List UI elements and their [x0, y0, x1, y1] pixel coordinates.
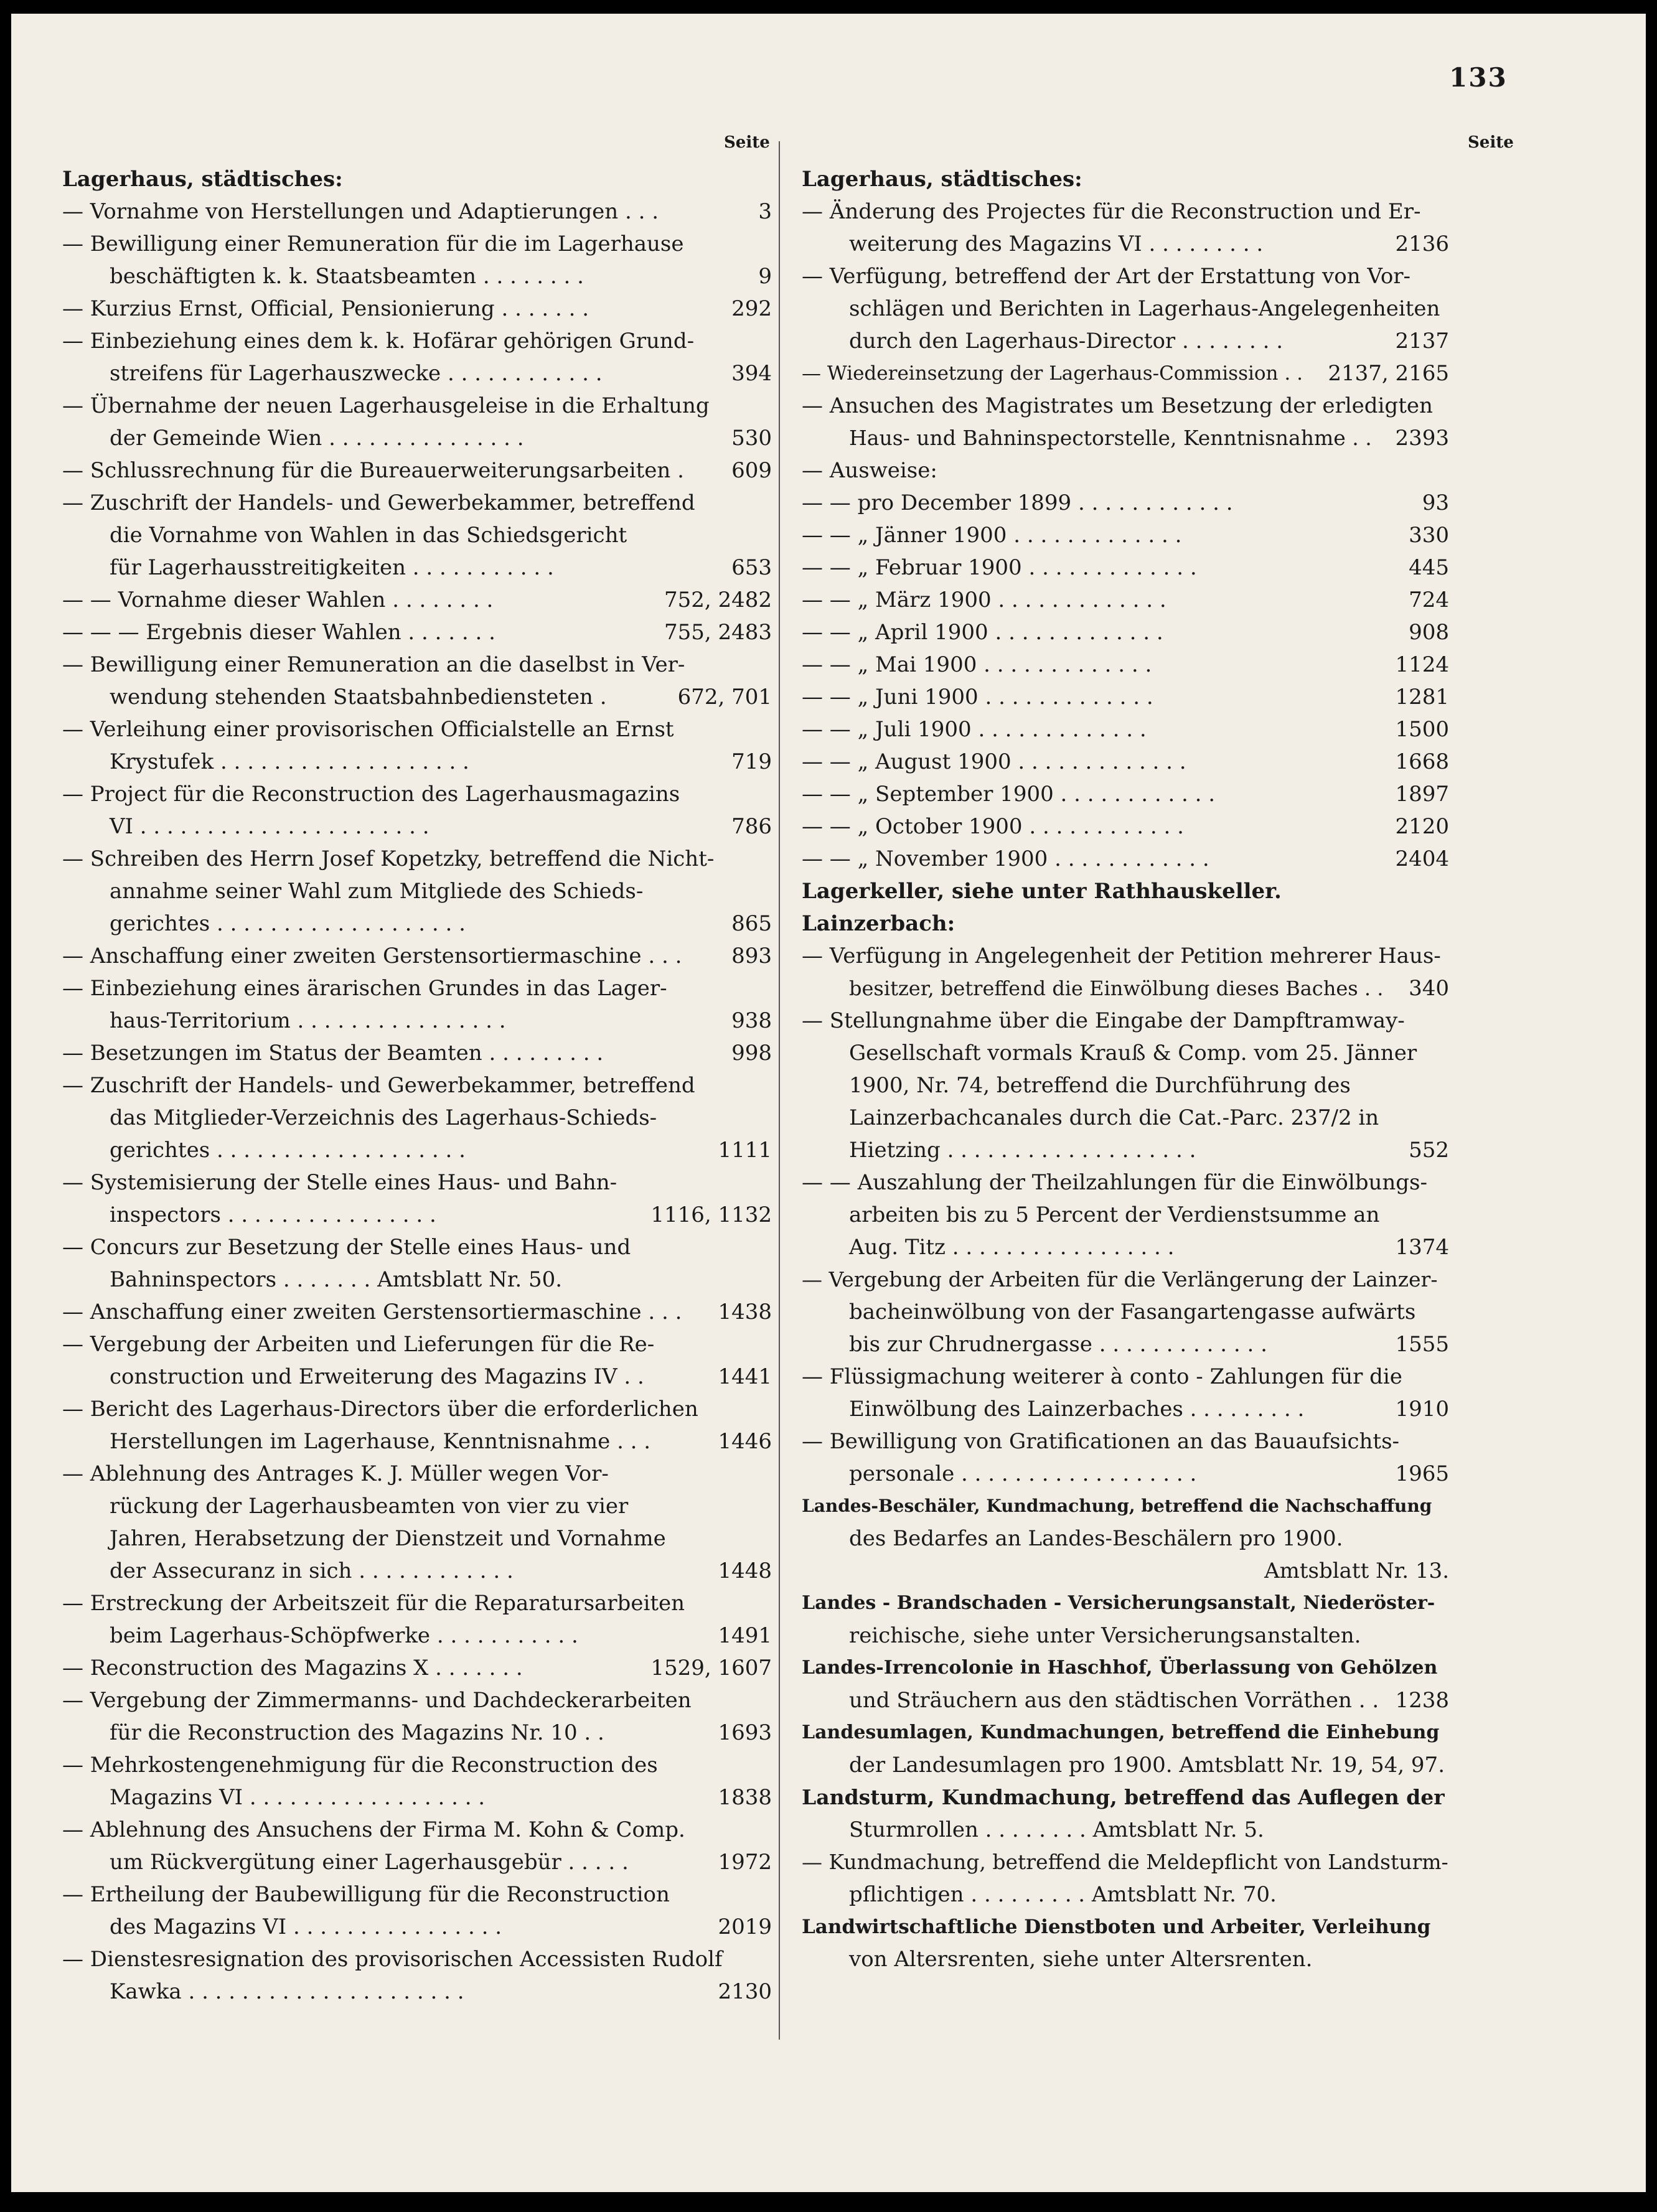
index-entry [802, 551, 1449, 584]
index-entry [62, 1393, 772, 1425]
index-entry [62, 1361, 772, 1393]
entry-text: schlägen und Berichten in Lagerhaus-Angelegenheiten [849, 296, 1440, 321]
page-reference: 938 [725, 1005, 772, 1037]
entry-text: besitzer, betreffend die Einwölbung dieses Baches . . [849, 977, 1384, 1000]
entry-text: Landes - Brandschaden - Versicherungsanstalt, Niederöster- [802, 1592, 1435, 1614]
index-entry [802, 1878, 1449, 1911]
index-entry [62, 746, 772, 778]
index-entry [802, 1652, 1449, 1684]
index-entry [802, 325, 1449, 357]
page-reference: 653 [725, 551, 772, 584]
entry-text: Kawka . . . . . . . . . . . . . . . . . . . . . [110, 1979, 464, 2004]
page-reference: 1838 [711, 1781, 772, 1814]
index-entry [62, 293, 772, 325]
entry-text: — Ausweise: [802, 458, 937, 483]
index-entry [802, 746, 1449, 778]
entry-text: VI . . . . . . . . . . . . . . . . . . . . . . [110, 814, 430, 839]
page-reference: 1124 [1389, 649, 1449, 681]
index-entry [802, 681, 1449, 713]
page-reference: 330 [1402, 519, 1449, 551]
index-entry [802, 1199, 1449, 1231]
page-reference: 1438 [711, 1296, 772, 1328]
index-entry [62, 1652, 772, 1684]
index-entry [802, 1037, 1449, 1069]
page-reference: 1238 [1389, 1684, 1449, 1717]
entry-text: Lainzerbach: [802, 911, 955, 936]
index-entry [62, 454, 772, 487]
index-entry [802, 1393, 1449, 1425]
index-entry [802, 1911, 1449, 1943]
index-entry [62, 713, 772, 746]
left-column [62, 163, 772, 2008]
index-entry [62, 1814, 772, 1846]
entry-text: des Bedarfes an Landes-Beschälern pro 1900. [849, 1526, 1343, 1551]
index-entry [802, 778, 1449, 810]
index-entry [62, 1069, 772, 1102]
index-entry [62, 907, 772, 940]
page-reference: 292 [725, 293, 772, 325]
index-entry [802, 584, 1449, 616]
index-entry [62, 940, 772, 972]
index-entry [62, 1587, 772, 1619]
entry-text: — Verleihung einer provisorischen Officialstelle an Ernst [62, 717, 674, 742]
index-entry [802, 810, 1449, 843]
entry-text: — Flüssigmachung weiterer à conto - Zahlungen für die [802, 1364, 1402, 1389]
entry-text: — Änderung des Projectes für die Reconstruction und Er- [802, 199, 1421, 224]
entry-text: Landes-Irrencolonie in Haschhof, Überlassung von Gehölzen [802, 1657, 1438, 1679]
entry-text: — Wiedereinsetzung der Lagerhaus-Commission . . [802, 362, 1303, 385]
entry-text: — Mehrkostengenehmigung für die Reconstruction des [62, 1753, 658, 1778]
entry-text: — Ablehnung des Ansuchens der Firma M. Kohn & Comp. [62, 1817, 685, 1842]
index-entry [802, 1846, 1449, 1878]
entry-text: — — „ August 1900 . . . . . . . . . . . . . [802, 749, 1186, 774]
entry-text: 1900, Nr. 74, betreffend die Durchführung des [849, 1073, 1351, 1098]
index-entry [802, 519, 1449, 551]
page-reference: 1500 [1389, 713, 1449, 746]
right-column-header: Seite [1468, 133, 1514, 152]
entry-text: Landes-Beschäler, Kundmachung, betreffend die Nachschaffung [802, 1496, 1432, 1516]
index-entry [802, 1522, 1449, 1555]
entry-text: Bahninspectors . . . . . . . Amtsblatt Nr. 50. [110, 1267, 563, 1292]
page-reference: 998 [725, 1037, 772, 1069]
index-entry [62, 616, 772, 649]
entry-text: Herstellungen im Lagerhause, Kenntnisnahme . . . [110, 1429, 651, 1454]
right-column [802, 163, 1449, 1975]
index-entry [802, 228, 1449, 260]
index-entry [802, 1361, 1449, 1393]
index-entry [802, 260, 1449, 293]
index-entry [62, 1911, 772, 1943]
entry-text: — Einbeziehung eines dem k. k. Hofärar gehörigen Grund- [62, 329, 695, 354]
entry-text: — — „ November 1900 . . . . . . . . . . . . [802, 846, 1209, 871]
index-entry [802, 1134, 1449, 1166]
index-entry [802, 649, 1449, 681]
entry-text: der Gemeinde Wien . . . . . . . . . . . . . . . [110, 426, 524, 451]
entry-text: — — „ October 1900 . . . . . . . . . . . . [802, 814, 1184, 839]
page-reference: 3 [752, 195, 772, 228]
page-reference: 9 [752, 260, 772, 293]
entry-text: arbeiten bis zu 5 Percent der Verdienstsumme an [849, 1202, 1380, 1227]
index-entry [62, 584, 772, 616]
entry-text: — Zuschrift der Handels- und Gewerbekammer, betreffend [62, 1073, 695, 1098]
entry-text: — Anschaffung einer zweiten Gerstensortiermaschine . . . [62, 1300, 682, 1324]
entry-text: Krystufek . . . . . . . . . . . . . . . . . . . [110, 749, 469, 774]
index-entry [62, 972, 772, 1005]
page-reference: 1897 [1389, 778, 1449, 810]
entry-text: — — Vornahme dieser Wahlen . . . . . . . . [62, 588, 494, 612]
index-entry [62, 195, 772, 228]
index-entry [62, 1975, 772, 2008]
index-entry [802, 713, 1449, 746]
entry-text: Jahren, Herabsetzung der Dienstzeit und Vornahme [110, 1526, 666, 1551]
index-entry [802, 293, 1449, 325]
index-entry [802, 1296, 1449, 1328]
page-reference: 724 [1402, 584, 1449, 616]
page-reference: 1972 [711, 1846, 772, 1878]
index-entry [802, 1069, 1449, 1102]
page-reference: 893 [725, 940, 772, 972]
index-entry [802, 940, 1449, 972]
page-reference: 1441 [711, 1361, 772, 1393]
index-entry [62, 1134, 772, 1166]
entry-text: — Systemisierung der Stelle eines Haus- und Bahn- [62, 1170, 617, 1195]
index-entry [802, 1328, 1449, 1361]
entry-text: — Dienstesresignation des provisorischen Accessisten Rudolf [62, 1947, 723, 1972]
entry-text: gerichtes . . . . . . . . . . . . . . . . . . . [110, 1138, 466, 1163]
entry-text: beschäftigten k. k. Staatsbeamten . . . . . . . . [110, 264, 584, 289]
index-entry [62, 875, 772, 907]
entry-text: Lagerhaus, städtisches: [802, 167, 1082, 192]
index-entry [62, 649, 772, 681]
entry-text: — Erstreckung der Arbeitszeit für die Reparatursarbeiten [62, 1591, 685, 1616]
index-entry [802, 1781, 1449, 1814]
entry-text: — Schlussrechnung für die Bureauerweiterungsarbeiten . [62, 458, 684, 483]
index-entry [62, 551, 772, 584]
page-reference: 1555 [1389, 1328, 1449, 1361]
entry-text: — Kundmachung, betreffend die Meldepflicht von Landsturm- [802, 1850, 1448, 1874]
index-entry [62, 1425, 772, 1458]
index-entry [802, 1263, 1449, 1296]
index-entry [802, 1425, 1449, 1458]
index-entry [62, 1555, 772, 1587]
index-entry [802, 1717, 1449, 1749]
index-entry [802, 422, 1449, 454]
index-entry [62, 487, 772, 519]
entry-text: wendung stehenden Staatsbahnbediensteten . [110, 685, 607, 710]
entry-text: — Kurzius Ernst, Official, Pensionierung . . . . . . . [62, 296, 589, 321]
index-entry [62, 1619, 772, 1652]
index-entry [62, 1005, 772, 1037]
entry-text: construction und Erweiterung des Magazins IV . . [110, 1364, 644, 1389]
index-entry [802, 972, 1449, 1005]
heading-text: Lagerhaus, städtisches: [62, 167, 343, 192]
index-entry [62, 1878, 772, 1911]
entry-text: — Schreiben des Herrn Josef Kopetzky, betreffend die Nicht- [62, 846, 715, 871]
page-reference: 2137, 2165 [1321, 357, 1449, 390]
entry-text: beim Lagerhaus-Schöpfwerke . . . . . . . . . . . [110, 1623, 578, 1648]
entry-text: — — „ März 1900 . . . . . . . . . . . . . [802, 588, 1166, 612]
entry-text: — — — Ergebnis dieser Wahlen . . . . . . . [62, 620, 495, 645]
entry-text: Sturmrollen . . . . . . . . Amtsblatt Nr. 5. [849, 1817, 1264, 1842]
left-heading [62, 163, 772, 195]
entry-text: bis zur Chrudnergasse . . . . . . . . . . . . . [849, 1332, 1267, 1357]
index-entry [62, 1749, 772, 1781]
page-reference: 2019 [711, 1911, 772, 1943]
entry-text: Aug. Titz . . . . . . . . . . . . . . . . . [849, 1235, 1175, 1260]
page-reference: 2120 [1389, 810, 1449, 843]
index-entry [62, 1943, 772, 1975]
index-entry [802, 1102, 1449, 1134]
page-reference: 1910 [1389, 1393, 1449, 1425]
index-entry [62, 681, 772, 713]
page-reference: 865 [725, 907, 772, 940]
entry-text: Landwirtschaftliche Dienstboten und Arbeiter, Verleihung [802, 1916, 1431, 1938]
index-entry [802, 1943, 1449, 1975]
entry-text: — — „ Februar 1900 . . . . . . . . . . . . . [802, 555, 1197, 580]
entry-text: — Vornahme von Herstellungen und Adaptierungen . . . [62, 199, 659, 224]
page-reference: 1448 [711, 1555, 772, 1587]
index-entry [802, 1005, 1449, 1037]
entry-text: — — „ April 1900 . . . . . . . . . . . . . [802, 620, 1163, 645]
entry-text: — — „ Juli 1900 . . . . . . . . . . . . . [802, 717, 1147, 742]
entry-text: — — „ Jänner 1900 . . . . . . . . . . . . . [802, 523, 1182, 548]
index-entry [62, 1037, 772, 1069]
index-entry [802, 487, 1449, 519]
index-entry [802, 163, 1449, 195]
entry-text: Lainzerbachcanales durch die Cat.-Parc. 237/2 in [849, 1105, 1379, 1130]
entry-text: personale . . . . . . . . . . . . . . . . . . [849, 1461, 1197, 1486]
page-reference: 1111 [711, 1134, 772, 1166]
page-reference: 394 [725, 357, 772, 390]
index-entry [802, 1166, 1449, 1199]
entry-text: — Ertheilung der Baubewilligung für die Reconstruction [62, 1882, 670, 1907]
index-entry [62, 843, 772, 875]
page-reference: 1281 [1389, 681, 1449, 713]
index-entry [62, 1717, 772, 1749]
index-entry [62, 1522, 772, 1555]
entry-text: weiterung des Magazins VI . . . . . . . . . [849, 232, 1264, 256]
page-reference: 609 [725, 454, 772, 487]
index-entry [802, 907, 1449, 940]
entry-text: Einwölbung des Lainzerbaches . . . . . . . . . [849, 1397, 1305, 1422]
entry-text: Amtsblatt Nr. 13. [1264, 1558, 1449, 1583]
page-reference: 530 [725, 422, 772, 454]
page-reference: 1491 [711, 1619, 772, 1652]
index-entry [62, 390, 772, 422]
entry-text: für die Reconstruction des Magazins Nr. 10 . . [110, 1720, 604, 1745]
entry-text: und Sträuchern aus den städtischen Vorräthen . . [849, 1688, 1379, 1713]
index-entry [802, 1587, 1449, 1619]
entry-text: inspectors . . . . . . . . . . . . . . . . [110, 1202, 436, 1227]
column-divider [779, 141, 780, 2040]
entry-text: Haus- und Bahninspectorstelle, Kenntnisnahme . . [849, 426, 1372, 450]
entry-text: — Reconstruction des Magazins X . . . . . . . [62, 1656, 523, 1680]
entry-text: gerichtes . . . . . . . . . . . . . . . . . . . [110, 911, 466, 936]
index-entry [62, 1296, 772, 1328]
index-entry [802, 454, 1449, 487]
entry-text: rückung der Lagerhausbeamten von vier zu vier [110, 1494, 629, 1519]
index-entry [62, 1781, 772, 1814]
index-entry [62, 778, 772, 810]
entry-text: — — Auszahlung der Theilzahlungen für die Einwölbungs- [802, 1170, 1427, 1195]
index-entry [802, 195, 1449, 228]
page-reference: 445 [1402, 551, 1449, 584]
index-entry [802, 1619, 1449, 1652]
index-entry [62, 810, 772, 843]
page-reference: 1446 [711, 1425, 772, 1458]
index-entry [62, 1199, 772, 1231]
index-entry [62, 519, 772, 551]
index-entry [62, 260, 772, 293]
entry-text: haus-Territorium . . . . . . . . . . . . . . . . [110, 1008, 506, 1033]
index-entry [802, 357, 1449, 390]
entry-text: — Bewilligung einer Remuneration für die im Lagerhause [62, 232, 684, 256]
entry-text: — Bewilligung einer Remuneration an die daselbst in Ver- [62, 652, 685, 677]
index-entry [62, 228, 772, 260]
index-entry [62, 1328, 772, 1361]
index-entry [62, 1490, 772, 1522]
page [11, 14, 1646, 2192]
index-entry [802, 843, 1449, 875]
entry-text: — — „ Juni 1900 . . . . . . . . . . . . . [802, 685, 1153, 710]
page-reference: 719 [725, 746, 772, 778]
index-entry [802, 1490, 1449, 1522]
entry-text: — Ansuchen des Magistrates um Besetzung der erledigten [802, 393, 1433, 418]
page-reference: 1668 [1389, 746, 1449, 778]
entry-text: Landesumlagen, Kundmachungen, betreffend die Einhebung [802, 1722, 1440, 1743]
index-entry [802, 1749, 1449, 1781]
page-reference: 672, 701 [672, 681, 772, 713]
entry-text: — Bericht des Lagerhaus-Directors über die erforderlichen [62, 1397, 698, 1422]
left-column-header: Seite [724, 133, 770, 152]
index-entry [62, 422, 772, 454]
entry-text: — — „ Mai 1900 . . . . . . . . . . . . . [802, 652, 1152, 677]
index-entry [62, 1166, 772, 1199]
page-reference: 1965 [1389, 1458, 1449, 1490]
entry-text: Lagerkeller, siehe unter Rathhauskeller. [802, 879, 1282, 904]
index-entry [802, 616, 1449, 649]
index-entry [802, 1458, 1449, 1490]
entry-text: das Mitglieder-Verzeichnis des Lagerhaus-Schieds- [110, 1105, 657, 1130]
index-entry [802, 875, 1449, 907]
entry-text: von Altersrenten, siehe unter Altersrenten. [849, 1947, 1313, 1972]
entry-text: durch den Lagerhaus-Director . . . . . . . . [849, 329, 1284, 354]
entry-text: bacheinwölbung von der Fasangartengasse aufwärts [849, 1300, 1416, 1324]
index-entry [62, 357, 772, 390]
entry-text: — Verfügung, betreffend der Art der Erstattung von Vor- [802, 264, 1411, 289]
page-reference: 1374 [1389, 1231, 1449, 1263]
entry-text: — Stellungnahme über die Eingabe der Dampftramway- [802, 1008, 1405, 1033]
entry-text: — Vergebung der Zimmermanns- und Dachdeckerarbeiten [62, 1688, 692, 1713]
index-entry [802, 390, 1449, 422]
page-reference: 908 [1402, 616, 1449, 649]
entry-text: — Project für die Reconstruction des Lagerhausmagazins [62, 782, 680, 807]
page-reference: 2404 [1389, 843, 1449, 875]
entry-text: — Concurs zur Besetzung der Stelle eines Haus- und [62, 1235, 631, 1260]
page-reference: 2136 [1389, 228, 1449, 260]
entry-text: Hietzing . . . . . . . . . . . . . . . . . . . [849, 1138, 1196, 1163]
page-reference: 1529, 1607 [644, 1652, 772, 1684]
entry-text: streifens für Lagerhauszwecke . . . . . . . . . . . . [110, 361, 603, 386]
index-entry [62, 1231, 772, 1263]
index-entry [802, 1555, 1449, 1587]
page-number: 133 [1449, 62, 1508, 93]
entry-text: — Bewilligung von Gratificationen an das Bauaufsichts- [802, 1429, 1400, 1454]
index-entry [802, 1684, 1449, 1717]
page-reference: 552 [1402, 1134, 1449, 1166]
index-entry [802, 1814, 1449, 1846]
entry-text: um Rückvergütung einer Lagerhausgebür . . . . . [110, 1850, 629, 1875]
entry-text: des Magazins VI . . . . . . . . . . . . . . . . [110, 1914, 502, 1939]
index-entry [62, 325, 772, 357]
entry-text: — Einbeziehung eines ärarischen Grundes in das Lager- [62, 976, 667, 1001]
entry-text: — Übernahme der neuen Lagerhausgeleise in die Erhaltung [62, 393, 710, 418]
entry-text: für Lagerhausstreitigkeiten . . . . . . . . . . . [110, 555, 554, 580]
page-reference: 2393 [1389, 422, 1449, 454]
entry-text: Gesellschaft vormals Krauß & Comp. vom 25. Jänner [849, 1041, 1417, 1066]
page-reference: 2130 [711, 1975, 772, 2008]
entry-text: Magazins VI . . . . . . . . . . . . . . . . . . [110, 1785, 486, 1810]
entry-text: — Vergebung der Arbeiten und Lieferungen für die Re- [62, 1332, 655, 1357]
page-reference: 93 [1416, 487, 1449, 519]
entry-text: — — pro December 1899 . . . . . . . . . . . . [802, 490, 1233, 515]
index-entry [62, 1684, 772, 1717]
entry-text: — — „ September 1900 . . . . . . . . . . . . [802, 782, 1216, 807]
page-reference: 2137 [1389, 325, 1449, 357]
entry-text: pflichtigen . . . . . . . . . Amtsblatt Nr. 70. [849, 1882, 1277, 1907]
entry-text: der Landesumlagen pro 1900. Amtsblatt Nr. 19, 54, 97. [849, 1753, 1445, 1778]
index-entry [62, 1102, 772, 1134]
page-reference: 1693 [711, 1717, 772, 1749]
index-entry [62, 1458, 772, 1490]
entry-text: — Anschaffung einer zweiten Gerstensortiermaschine . . . [62, 944, 682, 968]
page-reference: 752, 2482 [658, 584, 772, 616]
entry-text: Landsturm, Kundmachung, betreffend das Auflegen der [802, 1785, 1445, 1809]
page-reference: 1116, 1132 [644, 1199, 772, 1231]
page-reference: 755, 2483 [658, 616, 772, 649]
entry-text: — Vergebung der Arbeiten für die Verlängerung der Lainzer- [802, 1267, 1438, 1291]
entry-text: der Assecuranz in sich . . . . . . . . . . . . [110, 1558, 514, 1583]
page-reference: 340 [1402, 972, 1449, 1005]
index-entry [802, 1231, 1449, 1263]
page-reference: 786 [725, 810, 772, 843]
entry-text: annahme seiner Wahl zum Mitgliede des Schieds- [110, 879, 644, 904]
index-entry [62, 1846, 772, 1878]
entry-text: die Vornahme von Wahlen in das Schiedsgericht [110, 523, 627, 548]
entry-text: — Ablehnung des Antrages K. J. Müller wegen Vor- [62, 1461, 609, 1486]
entry-text: reichische, siehe unter Versicherungsanstalten. [849, 1623, 1361, 1648]
entry-text: — Verfügung in Angelegenheit der Petition mehrerer Haus- [802, 944, 1441, 968]
entry-text: — Besetzungen im Status der Beamten . . . . . . . . . [62, 1041, 604, 1066]
entry-text: — Zuschrift der Handels- und Gewerbekammer, betreffend [62, 490, 695, 515]
index-entry [62, 1263, 772, 1296]
